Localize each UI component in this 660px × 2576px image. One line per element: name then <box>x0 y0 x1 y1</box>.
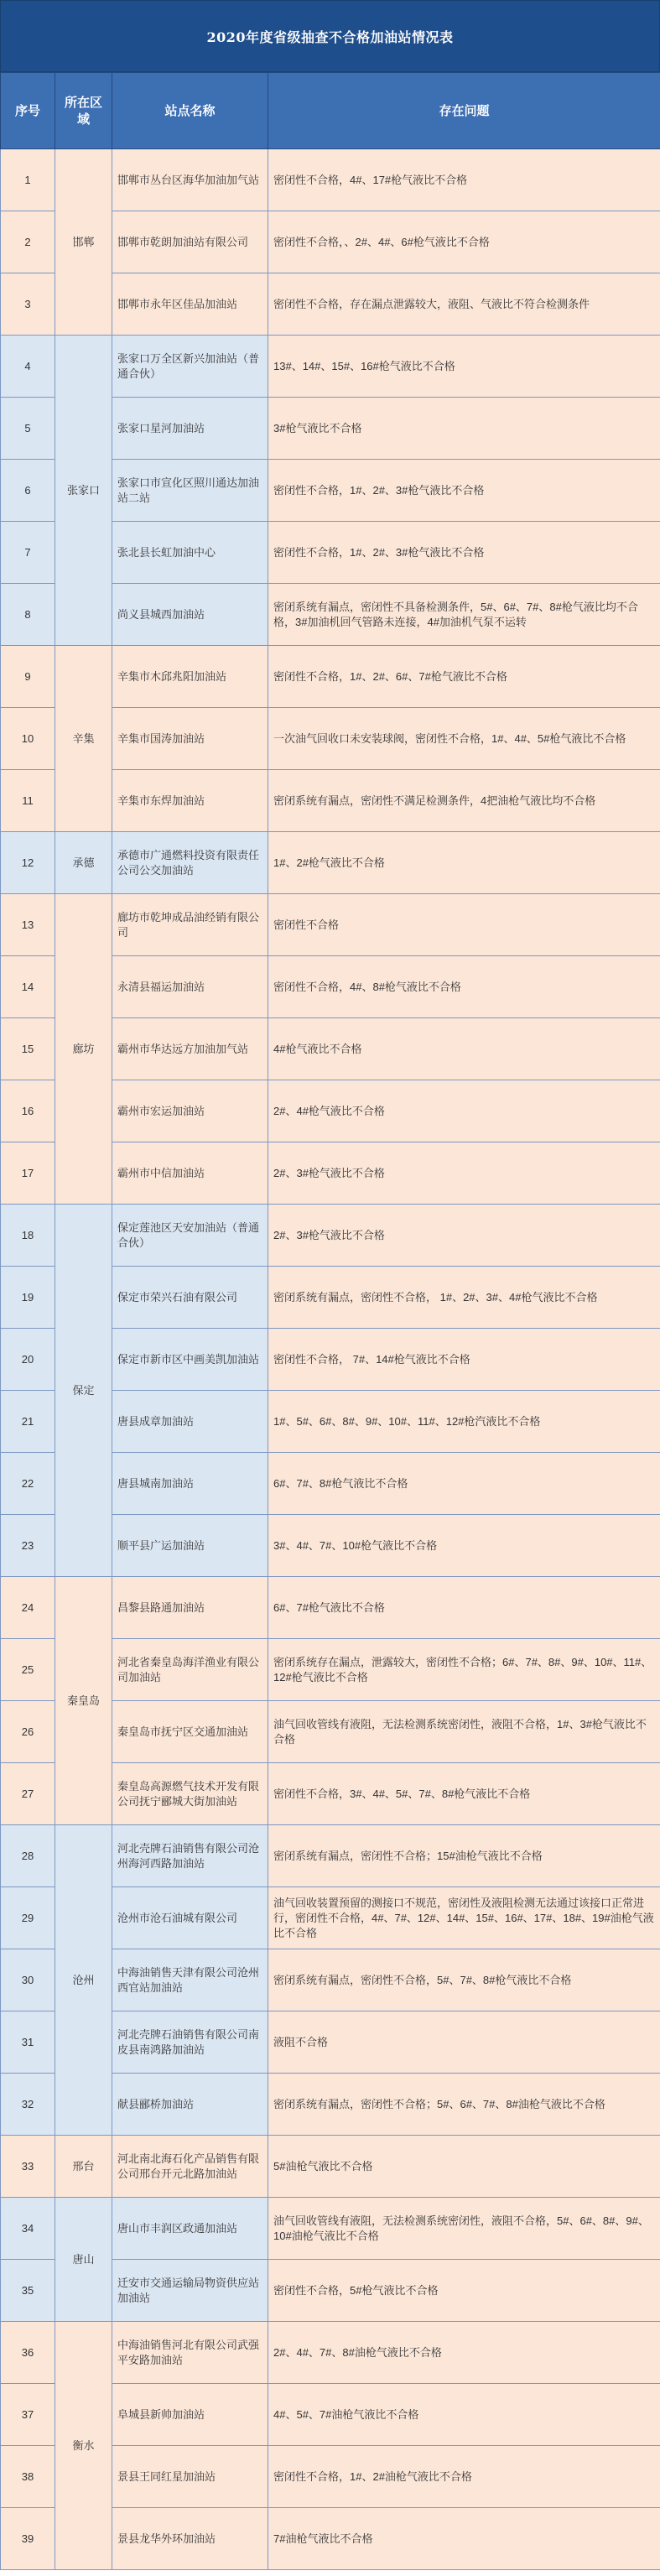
station-name-cell: 张家口万全区新兴加油站（普通合伙） <box>112 336 268 398</box>
issue-cell: 密闭系统有漏点，密闭性不合格， 1#、2#、3#、4#枪气液比不合格 <box>268 1267 660 1329</box>
station-name-cell: 尚义县城西加油站 <box>112 584 268 646</box>
station-name-cell: 邯郸市永年区佳品加油站 <box>112 273 268 336</box>
row-number-cell: 18 <box>1 1205 55 1267</box>
table-row <box>1 646 660 708</box>
station-name-cell: 秦皇岛高源燃气技术开发有限公司抚宁郦城大街加油站 <box>112 1763 268 1825</box>
row-number-cell: 20 <box>1 1329 55 1391</box>
region-cell: 邯郸 <box>55 149 112 336</box>
row-number-cell: 39 <box>1 2508 55 2570</box>
table-row <box>1 149 660 211</box>
row-number-cell: 11 <box>1 770 55 832</box>
row-number-cell: 12 <box>1 832 55 894</box>
row-number-cell: 14 <box>1 956 55 1018</box>
header-row <box>1 73 660 149</box>
issue-cell: 6#、7#、8#枪气液比不合格 <box>268 1453 660 1515</box>
issue-cell: 2#、3#枪气液比不合格 <box>268 1205 660 1267</box>
issue-cell: 2#、4#、7#、8#油枪气液比不合格 <box>268 2322 660 2384</box>
issue-cell: 一次油气回收口未安装球阀，密闭性不合格，1#、4#、5#枪气液比不合格 <box>268 708 660 770</box>
row-number-cell: 28 <box>1 1825 55 1887</box>
row-number-cell: 36 <box>1 2322 55 2384</box>
row-number-cell: 13 <box>1 894 55 956</box>
row-number-cell: 19 <box>1 1267 55 1329</box>
row-number-cell: 26 <box>1 1701 55 1763</box>
row-number-cell: 32 <box>1 2074 55 2136</box>
station-name-cell: 景县王同红星加油站 <box>112 2446 268 2508</box>
station-name-cell: 承德市广通燃料投资有限责任公司公交加油站 <box>112 832 268 894</box>
station-name-cell: 中海油销售天津有限公司沧州西官站加油站 <box>112 1949 268 2011</box>
row-number-cell: 3 <box>1 273 55 336</box>
row-number-cell: 22 <box>1 1453 55 1515</box>
issue-cell: 1#、5#、6#、8#、9#、10#、11#、12#枪汽液比不合格 <box>268 1391 660 1453</box>
station-name-cell: 沧州市沧石油城有限公司 <box>112 1887 268 1949</box>
row-number-cell: 9 <box>1 646 55 708</box>
table-row <box>1 1205 660 1267</box>
station-name-cell: 景县龙华外环加油站 <box>112 2508 268 2570</box>
issue-cell: 密闭系统存在漏点，泄露较大，密闭性不合格；6#、7#、8#、9#、10#、11#、12#枪气液比不合格 <box>268 1639 660 1701</box>
region-cell: 唐山 <box>55 2198 112 2322</box>
issue-cell: 密闭性不合格，1#、2#、3#枪气液比不合格 <box>268 522 660 584</box>
table-title: 2020年度省级抽查不合格加油站情况表 <box>0 0 660 72</box>
row-number-cell: 30 <box>1 1949 55 2011</box>
station-name-cell: 顺平县广运加油站 <box>112 1515 268 1577</box>
issue-cell: 5#油枪气液比不合格 <box>268 2136 660 2198</box>
table-header <box>1 73 660 149</box>
station-name-cell: 阜城县新帅加油站 <box>112 2384 268 2446</box>
region-cell: 保定 <box>55 1205 112 1577</box>
table-row <box>1 1577 660 1639</box>
table-row <box>1 1825 660 1887</box>
region-cell: 秦皇岛 <box>55 1577 112 1825</box>
issue-cell: 密闭性不合格，5#枪气液比不合格 <box>268 2260 660 2322</box>
issue-cell: 密闭系统有漏点，密闭性不合格；5#、6#、7#、8#油枪气液比不合格 <box>268 2074 660 2136</box>
issue-cell: 密闭性不合格，存在漏点泄露较大，液阻、气液比不符合检测条件 <box>268 273 660 336</box>
issue-cell: 油气回收管线有液阻，无法检测系统密闭性，液阻不合格，5#、6#、8#、9#、10#油枪气液比不合格 <box>268 2198 660 2260</box>
table-row <box>1 832 660 894</box>
row-number-cell: 16 <box>1 1080 55 1142</box>
region-cell: 张家口 <box>55 336 112 646</box>
row-number-cell: 38 <box>1 2446 55 2508</box>
row-number-cell: 24 <box>1 1577 55 1639</box>
station-name-cell: 河北壳牌石油销售有限公司沧州海河西路加油站 <box>112 1825 268 1887</box>
header-number: 序号 <box>1 73 55 149</box>
region-cell: 衡水 <box>55 2322 112 2570</box>
station-name-cell: 唐县城南加油站 <box>112 1453 268 1515</box>
row-number-cell: 5 <box>1 398 55 460</box>
station-name-cell: 中海油销售河北有限公司武强平安路加油站 <box>112 2322 268 2384</box>
issue-cell: 4#枪气液比不合格 <box>268 1018 660 1080</box>
station-name-cell: 张北县长虹加油中心 <box>112 522 268 584</box>
header-region: 所在区域 <box>55 73 112 149</box>
issue-cell: 1#、2#枪气液比不合格 <box>268 832 660 894</box>
station-name-cell: 永清县福运加油站 <box>112 956 268 1018</box>
station-name-cell: 张家口市宣化区照川通达加油站二站 <box>112 460 268 522</box>
row-number-cell: 21 <box>1 1391 55 1453</box>
issue-cell: 6#、7#枪气液比不合格 <box>268 1577 660 1639</box>
row-number-cell: 37 <box>1 2384 55 2446</box>
table-row <box>1 2136 660 2198</box>
row-number-cell: 25 <box>1 1639 55 1701</box>
station-name-cell: 保定市新市区中画美凯加油站 <box>112 1329 268 1391</box>
station-name-cell: 邯郸市丛台区海华加油加气站 <box>112 149 268 211</box>
issue-cell: 13#、14#、15#、16#枪气液比不合格 <box>268 336 660 398</box>
row-number-cell: 29 <box>1 1887 55 1949</box>
issue-cell: 密闭性不合格，4#、8#枪气液比不合格 <box>268 956 660 1018</box>
station-name-cell: 廊坊市乾坤成品油经销有限公司 <box>112 894 268 956</box>
issue-cell: 2#、3#枪气液比不合格 <box>268 1142 660 1205</box>
row-number-cell: 35 <box>1 2260 55 2322</box>
table-body <box>1 149 660 2570</box>
station-name-cell: 辛集市木邱兆阳加油站 <box>112 646 268 708</box>
station-name-cell: 霸州市中信加油站 <box>112 1142 268 1205</box>
issue-cell: 液阻不合格 <box>268 2011 660 2074</box>
row-number-cell: 31 <box>1 2011 55 2074</box>
issue-cell: 密闭性不合格，1#、2#、3#枪气液比不合格 <box>268 460 660 522</box>
issue-cell: 密闭性不合格，4#、17#枪气液比不合格 <box>268 149 660 211</box>
region-cell: 邢台 <box>55 2136 112 2198</box>
issue-cell: 油气回收管线有液阻，无法检测系统密闭性，液阻不合格，1#、3#枪气液比不合格 <box>268 1701 660 1763</box>
station-name-cell: 秦皇岛市抚宁区交通加油站 <box>112 1701 268 1763</box>
row-number-cell: 2 <box>1 211 55 273</box>
station-name-cell: 唐县成章加油站 <box>112 1391 268 1453</box>
issue-cell: 密闭性不合格，3#、4#、5#、7#、8#枪气液比不合格 <box>268 1763 660 1825</box>
issue-cell: 3#、4#、7#、10#枪气液比不合格 <box>268 1515 660 1577</box>
station-name-cell: 张家口星河加油站 <box>112 398 268 460</box>
station-name-cell: 昌黎县路通加油站 <box>112 1577 268 1639</box>
table-row <box>1 2322 660 2384</box>
row-number-cell: 8 <box>1 584 55 646</box>
row-number-cell: 7 <box>1 522 55 584</box>
table-row <box>1 336 660 398</box>
station-name-cell: 保定市荣兴石油有限公司 <box>112 1267 268 1329</box>
issue-cell: 3#枪气液比不合格 <box>268 398 660 460</box>
station-name-cell: 辛集市东焊加油站 <box>112 770 268 832</box>
row-number-cell: 23 <box>1 1515 55 1577</box>
row-number-cell: 34 <box>1 2198 55 2260</box>
header-issues: 存在问题 <box>268 73 660 149</box>
station-name-cell: 邯郸市乾朗加油站有限公司 <box>112 211 268 273</box>
issue-cell: 密闭性不合格 <box>268 894 660 956</box>
issue-cell: 密闭性不合格，1#、2#油枪气液比不合格 <box>268 2446 660 2508</box>
issue-cell: 油气回收装置预留的测接口不规范，密闭性及液阻检测无法通过该接口正常进行，密闭性不合格，4#、7#、12#、14#、15#、16#、17#、18#、19#油枪气液比不合格 <box>268 1887 660 1949</box>
issue-cell: 密闭系统有漏点，密闭性不合格，5#、7#、8#枪气液比不合格 <box>268 1949 660 2011</box>
row-number-cell: 6 <box>1 460 55 522</box>
station-name-cell: 河北省秦皇岛海洋渔业有限公司加油站 <box>112 1639 268 1701</box>
issue-cell: 7#油枪气液比不合格 <box>268 2508 660 2570</box>
header-station-name: 站点名称 <box>112 73 268 149</box>
row-number-cell: 27 <box>1 1763 55 1825</box>
station-name-cell: 保定莲池区天安加油站（普通合伙） <box>112 1205 268 1267</box>
station-name-cell: 霸州市华达远方加油加气站 <box>112 1018 268 1080</box>
issue-cell: 4#、5#、7#油枪气液比不合格 <box>268 2384 660 2446</box>
station-name-cell: 河北壳牌石油销售有限公司南皮县南鸿路加油站 <box>112 2011 268 2074</box>
issue-cell: 密闭性不合格， 7#、14#枪气液比不合格 <box>268 1329 660 1391</box>
station-name-cell: 辛集市国涛加油站 <box>112 708 268 770</box>
row-number-cell: 17 <box>1 1142 55 1205</box>
issue-cell: 密闭系统有漏点，密闭性不具备检测条件，5#、6#、7#、8#枪气液比均不合格，3#加油机回气管路未连接，4#加油机气泵不运转 <box>268 584 660 646</box>
row-number-cell: 15 <box>1 1018 55 1080</box>
issue-cell: 2#、4#枪气液比不合格 <box>268 1080 660 1142</box>
issue-cell: 密闭性不合格，、2#、4#、6#枪气液比不合格 <box>268 211 660 273</box>
station-name-cell: 河北南北海石化产品销售有限公司邢台开元北路加油站 <box>112 2136 268 2198</box>
station-name-cell: 献县郦桥加油站 <box>112 2074 268 2136</box>
issue-cell: 密闭性不合格，1#、2#、6#、7#枪气液比不合格 <box>268 646 660 708</box>
row-number-cell: 1 <box>1 149 55 211</box>
row-number-cell: 4 <box>1 336 55 398</box>
station-name-cell: 迁安市交通运输局物资供应站加油站 <box>112 2260 268 2322</box>
row-number-cell: 33 <box>1 2136 55 2198</box>
inspection-table <box>0 72 660 2570</box>
issue-cell: 密闭系统有漏点，密闭性不满足检测条件，4把油枪气液比均不合格 <box>268 770 660 832</box>
region-cell: 廊坊 <box>55 894 112 1205</box>
region-cell: 沧州 <box>55 1825 112 2136</box>
table-row <box>1 894 660 956</box>
station-name-cell: 唐山市丰润区政通加油站 <box>112 2198 268 2260</box>
row-number-cell: 10 <box>1 708 55 770</box>
region-cell: 辛集 <box>55 646 112 832</box>
station-name-cell: 霸州市宏运加油站 <box>112 1080 268 1142</box>
region-cell: 承德 <box>55 832 112 894</box>
table-row <box>1 2198 660 2260</box>
issue-cell: 密闭系统有漏点，密闭性不合格；15#油枪气液比不合格 <box>268 1825 660 1887</box>
